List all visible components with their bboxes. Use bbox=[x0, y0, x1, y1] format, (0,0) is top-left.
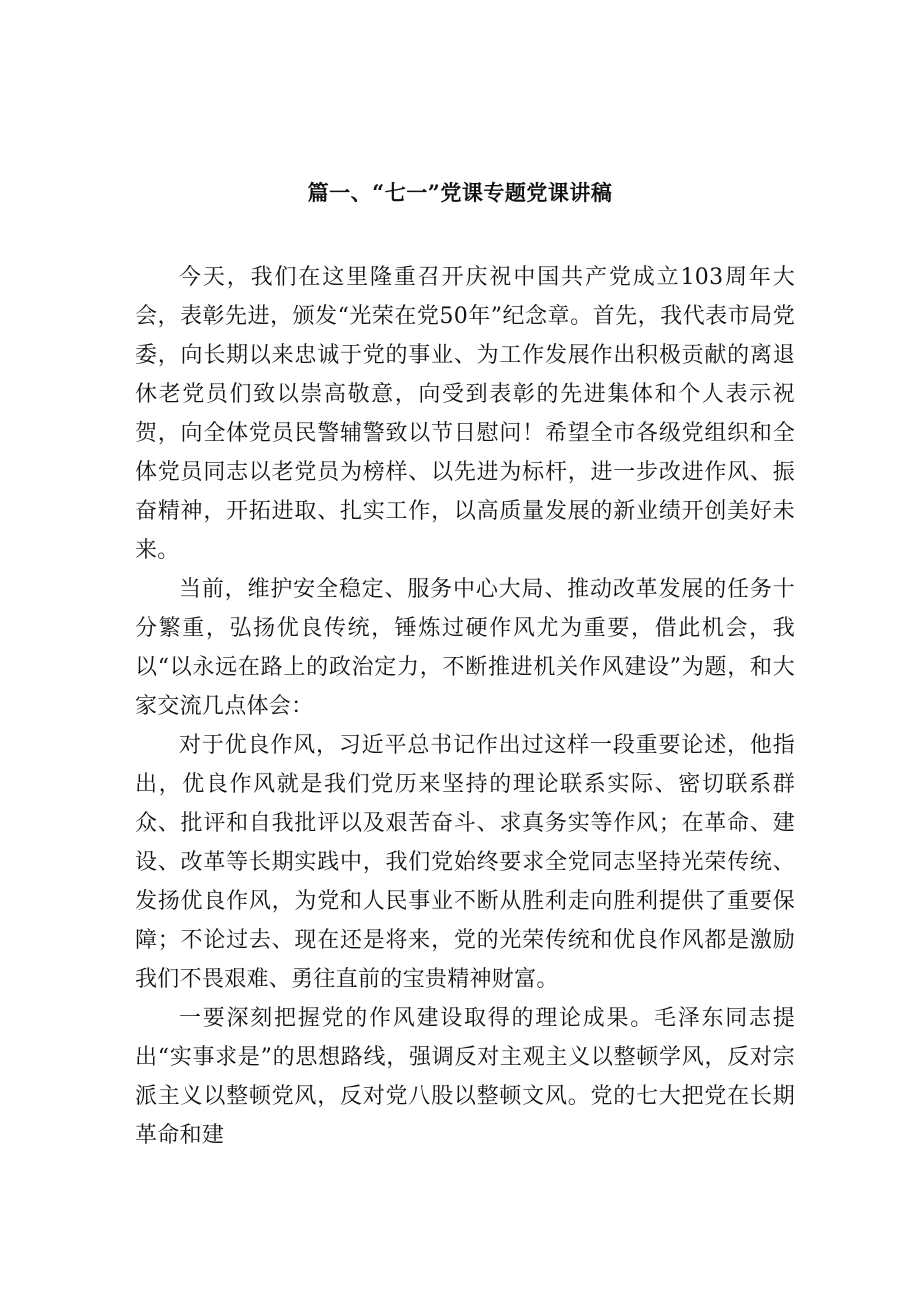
paragraph-3: 对于优良作风，习近平总书记作出过这样一段重要论述，他指出，优良作风就是我们党历来坚持的理论联系实际、密切联系群众、批评和自我批评以及艰苦奋斗、求真务实等作风；在革命、建设、改革等长期实践中，我们党始终要求全党同志坚持光荣传统、发扬优良作风，为党和人民事业不断从胜利走向胜利提供了重要保障；不论过去、现在还是将来，党的光荣传统和优良作风都是激励我们不畏艰难、勇往直前的宝贵精神财富。 bbox=[135, 733, 795, 992]
paragraph-1: 今天，我们在这里隆重召开庆祝中国共产党成立103周年大会，表彰先进，颁发“光荣在党50年”纪念章。首先，我代表市局党委，向长期以来忠诚于党的事业、为工作发展作出积极贡献的离退休老党员们致以崇高敬意，向受到表彰的先进集体和个人表示祝贺，向全体党员民警辅警致以节日慰问！希望全市各级党组织和全体党员同志以老党员为榜样、以先进为标杆，进一步改进作风、振奋精神，开拓进取、扎实工作，以高质量发展的新业绩开创美好未来。 bbox=[135, 265, 795, 563]
document-body bbox=[135, 258, 795, 1155]
document-title: 篇一、“七一”党课专题党课讲稿 bbox=[307, 180, 613, 205]
paragraph-2: 当前，维护安全稳定、服务中心大局、推动改革发展的任务十分繁重，弘扬优良传统，锤炼过硬作风尤为重要，借此机会，我以“以永远在路上的政治定力，不断推进机关作风建设”为题，和大家交流几点体会： bbox=[135, 577, 795, 719]
paragraph-4: 一要深刻把握党的作风建设取得的理论成果。毛泽东同志提出“实事求是”的思想路线，强调反对主观主义以整顿学风，反对宗派主义以整顿党风，反对党八股以整顿文风。党的七大把党在长期革命和建 bbox=[135, 1006, 795, 1148]
